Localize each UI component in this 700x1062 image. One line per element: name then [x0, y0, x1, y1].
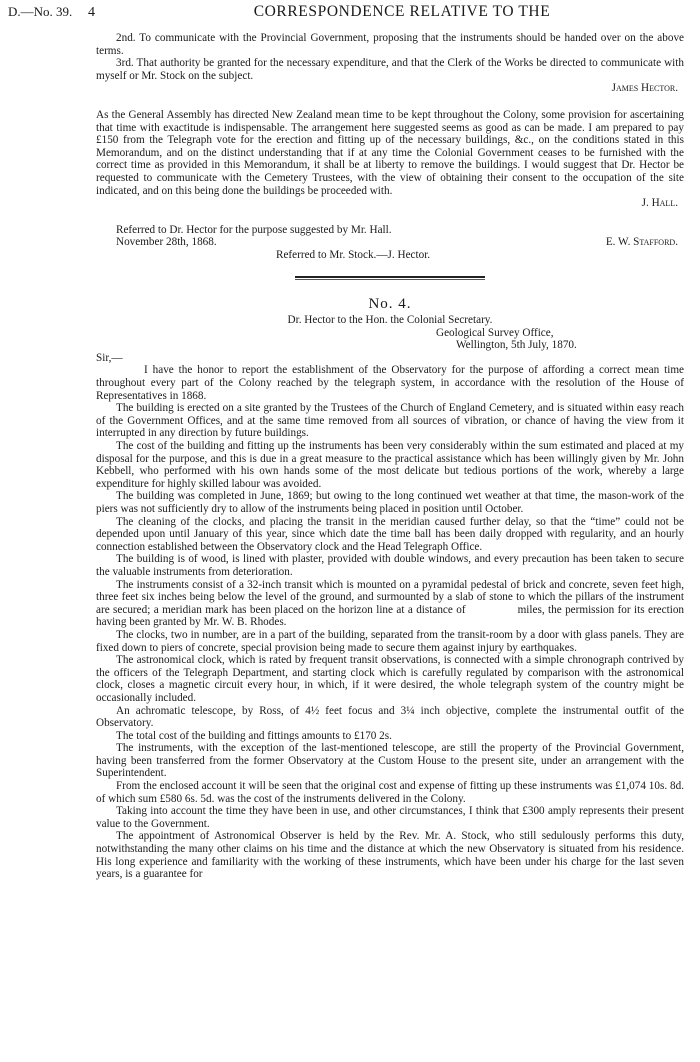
letter-paragraph-5: The cleaning of the clocks, and placing the transit in the meridian caused further delay, so that the “time” could not be depended upon until January of this year, since which date the time ball has been daily dropped with regularity, and an hourly connection established between the Observatory clock and the Head Telegraph Office. [96, 515, 684, 553]
document-reference: D.—No. 39. [8, 4, 73, 19]
section-divider [295, 276, 485, 280]
letter-paragraph-9: The astronomical clock, which is rated by frequent transit observations, is connected with a simple chronograph contrived by the officers of the Telegraph Department, and starting clock which is carefully regulated by comparison with the astronomical clock, closes a magnetic circuit every hour, in which, if it were desired, the whole telegraph system of the country might be occasionally included. [96, 654, 684, 704]
page-body [8, 32, 686, 881]
memo-item-2: 2nd. To communicate with the Provincial Government, proposing that the instruments should be handed over on the above terms. [96, 32, 684, 57]
hall-signature: J. Hall. [641, 197, 678, 210]
letter-paragraph-14: Taking into account the time they have been in use, and other circumstances, I think that £300 amply represents their present value to the Government. [96, 805, 684, 830]
referral-block [96, 224, 684, 262]
letter-paragraph-7 [96, 579, 684, 629]
memo-signature: James Hector. [611, 82, 678, 95]
letter-paragraph-12: The instruments, with the exception of the last-mentioned telescope, are still the property of the Provincial Government, having been transferred from the former Observatory at the Custom House to the present site, under an arrangement with the Superintendent. [96, 742, 684, 780]
letter-paragraph-8: The clocks, two in number, are in a part of the building, separated from the transit-room by a door with glass panels. They are fixed down to piers of concrete, special provision being made to secure them against injury by earthquakes. [96, 628, 684, 654]
letter-paragraph-11: The total cost of the building and fittings amounts to £170 2s. [116, 729, 392, 742]
letter-paragraph-4: The building was completed in June, 1869; but owing to the long continued wet weather at that time, the mason-work of the piers was not sufficiently dry to allow of the instruments being placed in position until October. [96, 490, 684, 515]
referral-stafford: E. W. Stafford. [605, 236, 678, 249]
page-header [8, 3, 686, 32]
page-number: 4 [88, 5, 95, 20]
letter-paragraph-10: An achromatic telescope, by Ross, of 4½ feet focus and 3¼ inch objective, complete the instrumental outfit of the Observatory. [96, 704, 684, 730]
referral-line-1: Referred to Dr. Hector for the purpose suggested by Mr. Hall. [116, 223, 392, 236]
referral-line-2: Referred to Mr. Stock.—J. Hector. [276, 248, 431, 261]
letter-paragraph-7a: The instruments consist of a 32-inch transit which is mounted on a pyramidal pedestal of brick and concrete, seven feet high, three feet six inches being below the level of the ground, and surmounted by a slab of stone to which the pillars of the instrument are secured; a meridian mark has been placed on the horizon line at a distance of [96, 578, 684, 616]
hall-paragraph: As the General Assembly has directed New Zealand mean time to be kept throughout the Colony, some provision for ascertaining that time with exactitude is indispensable. The arrangement here suggested seems as good as can be made. I am prepared to pay £150 from the Telegraph vote for the erection and fitting up of the necessary buildings, &c., on the conditions stated in this Memorandum, and on the distinct understanding that if at any time the Colonial Government ceases to be furnished with the correct time as provided in this Memorandum, it shall be at liberty to remove the buildings. I would suggest that Dr. Hector be requested to communicate with the Cemetery Trustees, with the view of obtaining their consent to the occupation of the site indicated, and on this being done the buildings be proceeded with. [96, 108, 684, 197]
letter-address-2: Wellington, 5th July, 1870. [456, 339, 577, 352]
letter-paragraph-1: I have the honor to report the establishment of the Observatory for the purpose of affording a correct mean time throughout every part of the Colony reached by the telegraph system, in accordance with the resolution of the House of Representatives in 1868. [96, 364, 684, 402]
letter-address-1: Geological Survey Office, [436, 326, 554, 339]
letter-paragraph-3: The cost of the building and fitting up the instruments has been very considerably within the sum estimated and placed at my disposal for the purpose, and this is due in a great measure to the practical assistance which has been willingly given by Mr. John Kebbell, who performed with his own hands some of the most delicate but tedious portions of the work, whereby a large expenditure for highly skilled labour was avoided. [96, 440, 684, 490]
letter-salutation: Sir,— [96, 351, 123, 364]
letter-paragraph-6: The building is of wood, is lined with plaster, provided with double windows, and every precaution has been taken to secure the valuable instruments from deterioration. [96, 553, 684, 578]
letter-heading: Dr. Hector to the Hon. the Colonial Secretary. [287, 314, 493, 327]
letter-paragraph-7b: miles, the permission for its erection having been granted by Mr. W. B. Rhodes. [96, 603, 685, 629]
letter-paragraph-15: The appointment of Astronomical Observer is held by the Rev. Mr. A. Stock, who still sedulously performs this duty, notwithstanding the many other claims on his time and the distance at which the new Observatory is situated from his residence. His long experience and familiarity with the working of these instruments, which have been under his charge for the last seven years, is a guarantee for [96, 830, 684, 881]
letter-paragraph-2: The building is erected on a site granted by the Trustees of the Church of England Cemetery, and is situated within easy reach of the Government Offices, and at the same time removed from all sources of vibration, or chance of having the view from it interrupted in any direction by future buildings. [96, 402, 684, 440]
referral-date: November 28th, 1868. [116, 236, 217, 249]
letter-number: No. 4. [368, 295, 412, 312]
memo-item-3: 3rd. That authority be granted for the necessary expenditure, and that the Clerk of the Works be directed to communicate with myself or Mr. Stock on the subject. [96, 57, 684, 82]
running-title: CORRESPONDENCE RELATIVE TO THE [253, 3, 551, 20]
letter-paragraph-13: From the enclosed account it will be seen that the original cost and expense of fitting up these instruments was £1,074 10s. 8d. of which sum £580 6s. 5d. was the cost of the instruments delivered in the Colony. [96, 780, 684, 805]
